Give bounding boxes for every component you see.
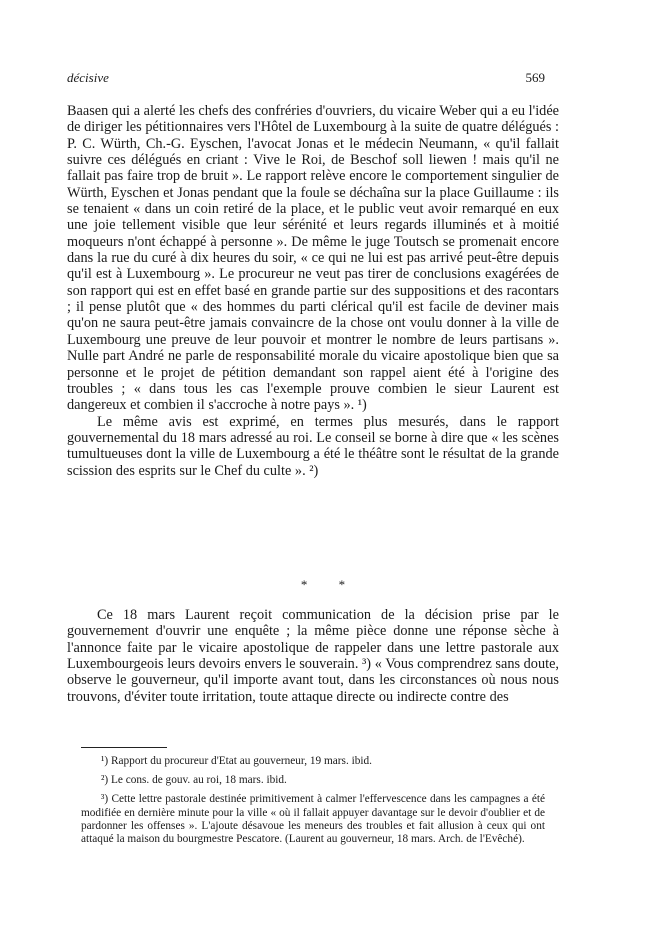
paragraph-1: Baasen qui a alerté les chefs des confréries d'ouvriers, du vicaire Weber qui a eu l'idée de diriger les pétitionnaires vers l'Hôtel de Luxembourg à la suite de quatre délégués : P. C. Würth, Ch.-G. Eyschen, l'avocat Jonas et le médecin Neumann, « qu'il fallait suivre ces délégués en criant : Vive le Roi, de Beschof soll liewen ! mais qu'il ne fallait pas faire trop de bruit ». Le rapport relève encore le comportement singulier de Würth, Eyschen et Jonas pendant que la foule se déchaîna sur la place Guillaume : ils se tenaient « dans un coin retiré de la place, et le public veut avoir remarqué en eux une joie tellement visible que leur sérénité et leurs regards illuminés et à moitié moqueurs n'ont échappé à personne ». De même le juge Toutsch se promenait encore dans la rue du curé à dix heures du soir, « ce qui ne lui est pas arrivé peut-être depuis qu'il est à Luxembourg ». Le procureur ne veut pas tirer de conclusions exagérées de son rapport qui est en effet basé en grande partie sur des suppositions et des racontars ; il pense plutôt que « des hommes du parti clérical qu'il est facile de deviner mais qu'on ne saura peut-être jamais convaincre de la chose ont voulu donner à la ville de Luxembourg une preuve de leur pouvoir et montrer le nombre de leurs partisans ». Nulle part André ne parle de responsabilité morale du vicaire apostolique bien que sa personne et le projet de pétition demandant son rappel aient été à l'origine des troubles ; « dans tous les cas l'exemple prouve combien le sieur Laurent est dangereux et combien il s'accroche à notre pays ». ¹) <box>67 103 560 414</box>
footnotes <box>81 755 545 852</box>
footnote-3: ³) Cette lettre pastorale destinée primitivement à calmer l'effervescence dans les campagnes a été modifiée en dernière minute pour la ville « où il fallait appuyer davantage sur le devoir d'oublier et de pardonner les offenses ». L'ajoute désavoue les meneurs des troubles et fait allusion à ceux qui ont attaqué la maison du bourgmestre Pescatore. (Laurent au gouverneur, 18 mars. Arch. de l'Evêché). <box>81 793 545 846</box>
main-text-bottom <box>67 607 559 705</box>
paragraph-2: Le même avis est exprimé, en termes plus mesurés, dans le rapport gouvernemental du 18 mars adressé au roi. Le conseil se borne à dire que « les scènes tumultueuses dont la ville de Luxembourg a été le théâtre sont le résultat de la grande scission des esprits sur le Chef du culte ». ²) <box>67 413 559 479</box>
paragraph-3: Ce 18 mars Laurent reçoit communication de la décision prise par le gouvernement d'ouvrir une enquête ; la même pièce donne une réponse sèche à l'annonce faite par le vicaire apostolique de rappeler dans une lettre pastorale aux Luxembourgeois leurs devoirs envers le souverain. ³) « Vous comprendrez sans doute, observe le gouverneur, qu'il importe avant tout, dans les circonstances où nous nous trouvons, d'éviter toute irritation, toute attaque directe ou indirecte contre des <box>67 607 559 705</box>
section-separator: * * <box>300 577 360 592</box>
running-head-title: décisive <box>67 70 109 85</box>
footnote-2: ²) Le cons. de gouv. au roi, 18 mars. ibid. <box>101 774 287 787</box>
main-text-top <box>67 103 559 479</box>
page-number: 569 <box>525 70 545 85</box>
footnote-1: ¹) Rapport du procureur d'Etat au gouverneur, 19 mars. ibid. <box>101 755 372 767</box>
footnote-rule <box>81 747 167 748</box>
